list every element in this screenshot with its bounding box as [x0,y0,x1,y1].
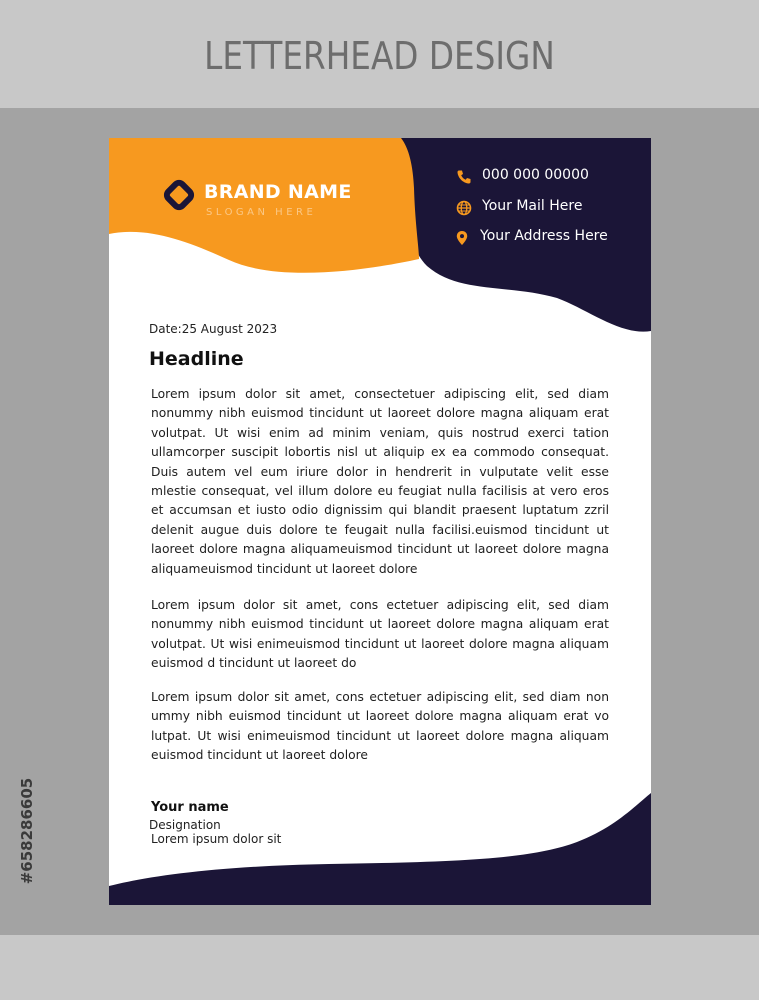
letter-headline: Headline [149,348,244,370]
body-paragraph-3: Lorem ipsum dolor sit amet, cons ectetuer adipiscing elit, sed diam non ummy nibh euismod tincidunt ut laoreet dolore magna aliquam erat vo lutpat. Ut wisi enimeuismod tincidunt ut laoreet dolore magna aliquam euismod tincidunt ut laoreet dolore [151,690,609,763]
globe-icon [456,200,472,216]
signature-designation: Designation [149,818,221,832]
letter-date: Date:25 August 2023 [149,322,278,336]
body-paragraph-1: Lorem ipsum dolor sit amet, consectetuer adipiscing elit, sed diam nonummy nibh euismod tincidunt ut laoreet dolore magna aliquam erat volutpat. Ut wisi enim ad minim veniam, quis nostrud exerci tation ullamcorper suscipit lobortis nisl ut aliquip ex ea commodo consequat. Duis autem vel eum iriure dolor in hendrerit in vulputate velit esse mlestie consequat, vel illum dolore eu feugiat nulla facilisis at vero eros et accumsan et iusto odio dignissim qui blandit praesent luptatum zzril delenit augue duis dolore te feugait nulla facilisi.euismod tincidunt ut laoreet dolore magna aliquameuismod tincidunt ut laoreet dolore magna aliquameuismod tincidunt ut laoreet dolore [151,387,609,576]
body-paragraph-2: Lorem ipsum dolor sit amet, cons ectetuer adipiscing elit, sed diam nonummy nibh euismod tincidunt ut laoreet dolore magna aliquam erat volutpat. Ut wisi enimeuismod tincidunt ut laoreet dolore magna aliquam euismod d tincidunt ut laoreet do [151,598,609,671]
brand-logo-icon [162,178,196,212]
phone-text: 000 000 00000 [482,167,589,183]
stock-id-text: #658286605 [18,777,36,885]
bottom-banner [0,935,759,1000]
letterhead-page [109,138,651,905]
orange-header-shape [109,138,419,273]
location-pin-icon [454,230,470,246]
mail-text: Your Mail Here [482,198,583,214]
top-banner [0,0,759,108]
brand-slogan: SLOGAN HERE [206,207,317,218]
phone-icon [456,169,472,185]
banner-title: LETTERHEAD DESIGN [204,34,555,78]
brand-name: BRAND NAME [204,181,352,203]
address-text: Your Address Here [480,228,608,244]
signature-line: Lorem ipsum dolor sit [151,832,282,846]
signature-name: Your name [151,800,229,815]
stock-id-label [12,758,34,908]
